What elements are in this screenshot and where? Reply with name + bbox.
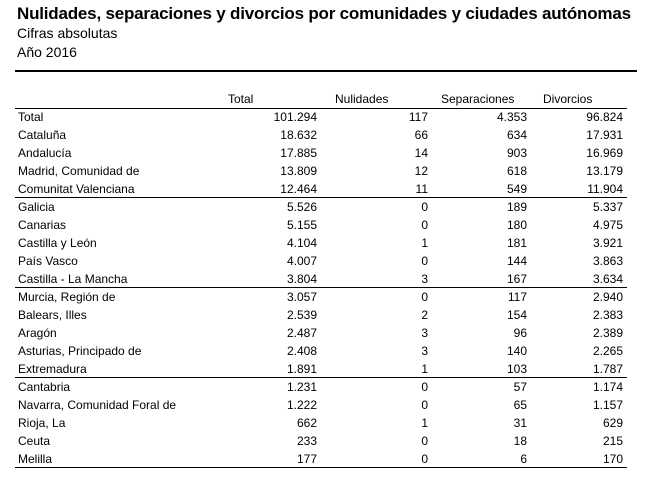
region-name: Cataluña [18, 128, 67, 142]
cell-divorcios: 96.824 [586, 110, 623, 124]
table-row [0, 414, 650, 432]
cell-divorcios: 3.921 [592, 236, 623, 250]
cell-total: 101.294 [273, 110, 317, 124]
region-name: Castilla y León [18, 236, 97, 250]
title-rule [15, 70, 637, 72]
table-row [0, 234, 650, 252]
cell-separaciones: 140 [506, 344, 527, 358]
cell-divorcios: 16.969 [586, 146, 623, 160]
cell-total: 1.231 [286, 380, 317, 394]
cell-divorcios: 4.975 [592, 218, 623, 232]
cell-total: 2.487 [286, 326, 317, 340]
cell-total: 13.809 [280, 164, 317, 178]
region-name: Extremadura [18, 362, 87, 376]
table-row [0, 252, 650, 270]
cell-nulidades: 14 [414, 146, 428, 160]
column-header-separaciones: Separaciones [441, 92, 530, 107]
region-name: Comunitat Valenciana [18, 182, 135, 196]
region-name: Aragón [18, 326, 57, 340]
cell-nulidades: 12 [414, 164, 428, 178]
cell-total: 18.632 [280, 128, 317, 142]
cell-nulidades: 3 [421, 272, 428, 286]
cell-separaciones: 4.353 [496, 110, 527, 124]
region-name: Castilla - La Mancha [18, 272, 128, 286]
cell-separaciones: 634 [506, 128, 527, 142]
table-row [0, 306, 650, 324]
cell-divorcios: 1.174 [592, 380, 623, 394]
cell-separaciones: 181 [506, 236, 527, 250]
table-row [0, 342, 650, 360]
cell-divorcios: 2.940 [592, 290, 623, 304]
region-name: Total [18, 110, 44, 124]
cell-separaciones: 903 [506, 146, 527, 160]
cell-nulidades: 0 [421, 218, 428, 232]
cell-nulidades: 66 [414, 128, 428, 142]
cell-divorcios: 13.179 [586, 164, 623, 178]
table-row [0, 162, 650, 180]
cell-nulidades: 1 [421, 362, 428, 376]
table-row [0, 396, 650, 414]
cell-separaciones: 167 [506, 272, 527, 286]
cell-nulidades: 0 [421, 200, 428, 214]
region-name: Cantabria [18, 380, 71, 394]
cell-nulidades: 1 [421, 416, 428, 430]
page-title: Nulidades, separaciones y divorcios por comunidades y ciudades autónomas [17, 4, 631, 23]
cell-nulidades: 0 [421, 452, 428, 466]
cell-total: 662 [296, 416, 317, 430]
cell-separaciones: 180 [506, 218, 527, 232]
cell-divorcios: 2.389 [592, 326, 623, 340]
table-row [0, 108, 650, 126]
cell-total: 5.526 [286, 200, 317, 214]
cell-total: 1.891 [286, 362, 317, 376]
cell-total: 2.539 [286, 308, 317, 322]
column-header-divorcios: Divorcios [543, 92, 624, 107]
cell-divorcios: 5.337 [592, 200, 623, 214]
cell-total: 5.155 [286, 218, 317, 232]
cell-nulidades: 0 [421, 254, 428, 268]
cell-separaciones: 189 [506, 200, 527, 214]
table-row [0, 180, 650, 198]
cell-nulidades: 2 [421, 308, 428, 322]
cell-divorcios: 2.265 [592, 344, 623, 358]
region-name: Madrid, Comunidad de [18, 164, 140, 178]
region-name: Asturias, Principado de [18, 344, 142, 358]
region-name: Canarias [18, 218, 67, 232]
cell-separaciones: 96 [513, 326, 527, 340]
region-name: Melilla [18, 452, 53, 466]
cell-separaciones: 103 [506, 362, 527, 376]
cell-nulidades: 3 [421, 326, 428, 340]
cell-total: 177 [296, 452, 317, 466]
cell-separaciones: 549 [506, 182, 527, 196]
table-row [0, 144, 650, 162]
cell-separaciones: 6 [520, 452, 527, 466]
cell-separaciones: 154 [506, 308, 527, 322]
cell-separaciones: 31 [513, 416, 527, 430]
cell-separaciones: 144 [506, 254, 527, 268]
cell-divorcios: 3.634 [592, 272, 623, 286]
table-row [0, 270, 650, 288]
cell-nulidades: 0 [421, 290, 428, 304]
cell-divorcios: 17.931 [586, 128, 623, 142]
cell-nulidades: 0 [421, 380, 428, 394]
cell-divorcios: 170 [602, 452, 623, 466]
subtitle-units: Cifras absolutas [17, 25, 118, 41]
region-name: País Vasco [18, 254, 78, 268]
cell-divorcios: 2.383 [592, 308, 623, 322]
column-header-total: Total [228, 92, 319, 107]
cell-nulidades: 1 [421, 236, 428, 250]
cell-total: 1.222 [286, 398, 317, 412]
cell-total: 12.464 [280, 182, 317, 196]
table-row [0, 450, 650, 468]
cell-separaciones: 57 [513, 380, 527, 394]
region-name: Andalucía [18, 146, 72, 160]
subtitle-year: Año 2016 [17, 44, 77, 60]
cell-divorcios: 629 [602, 416, 623, 430]
column-header-nulidades: Nulidades [335, 92, 428, 107]
cell-nulidades: 3 [421, 344, 428, 358]
cell-divorcios: 215 [602, 434, 623, 448]
table-row [0, 378, 650, 396]
region-name: Rioja, La [18, 416, 66, 430]
cell-separaciones: 618 [506, 164, 527, 178]
cell-divorcios: 1.157 [592, 398, 623, 412]
cell-nulidades: 0 [421, 434, 428, 448]
table-row [0, 324, 650, 342]
cell-total: 17.885 [280, 146, 317, 160]
table-row [0, 288, 650, 306]
cell-divorcios: 1.787 [592, 362, 623, 376]
region-name: Galicia [18, 200, 55, 214]
cell-total: 4.007 [286, 254, 317, 268]
table-bottom-rule [15, 467, 627, 468]
cell-total: 233 [296, 434, 317, 448]
cell-total: 4.104 [286, 236, 317, 250]
cell-separaciones: 18 [513, 434, 527, 448]
cell-separaciones: 117 [507, 290, 527, 304]
region-name: Ceuta [18, 434, 51, 448]
cell-total: 3.057 [286, 290, 317, 304]
cell-nulidades: 11 [415, 182, 428, 196]
region-name: Murcia, Región de [18, 290, 116, 304]
region-name: Navarra, Comunidad Foral de [18, 398, 177, 412]
table-row [0, 198, 650, 216]
cell-total: 3.804 [286, 272, 317, 286]
cell-total: 2.408 [286, 344, 317, 358]
table-row [0, 216, 650, 234]
cell-nulidades: 117 [408, 110, 428, 124]
table-row [0, 360, 650, 378]
cell-nulidades: 0 [421, 398, 428, 412]
cell-divorcios: 11.904 [587, 182, 623, 196]
region-name: Balears, Illes [18, 308, 87, 322]
cell-divorcios: 3.863 [592, 254, 623, 268]
cell-separaciones: 65 [513, 398, 527, 412]
table-row [0, 432, 650, 450]
table-row [0, 126, 650, 144]
